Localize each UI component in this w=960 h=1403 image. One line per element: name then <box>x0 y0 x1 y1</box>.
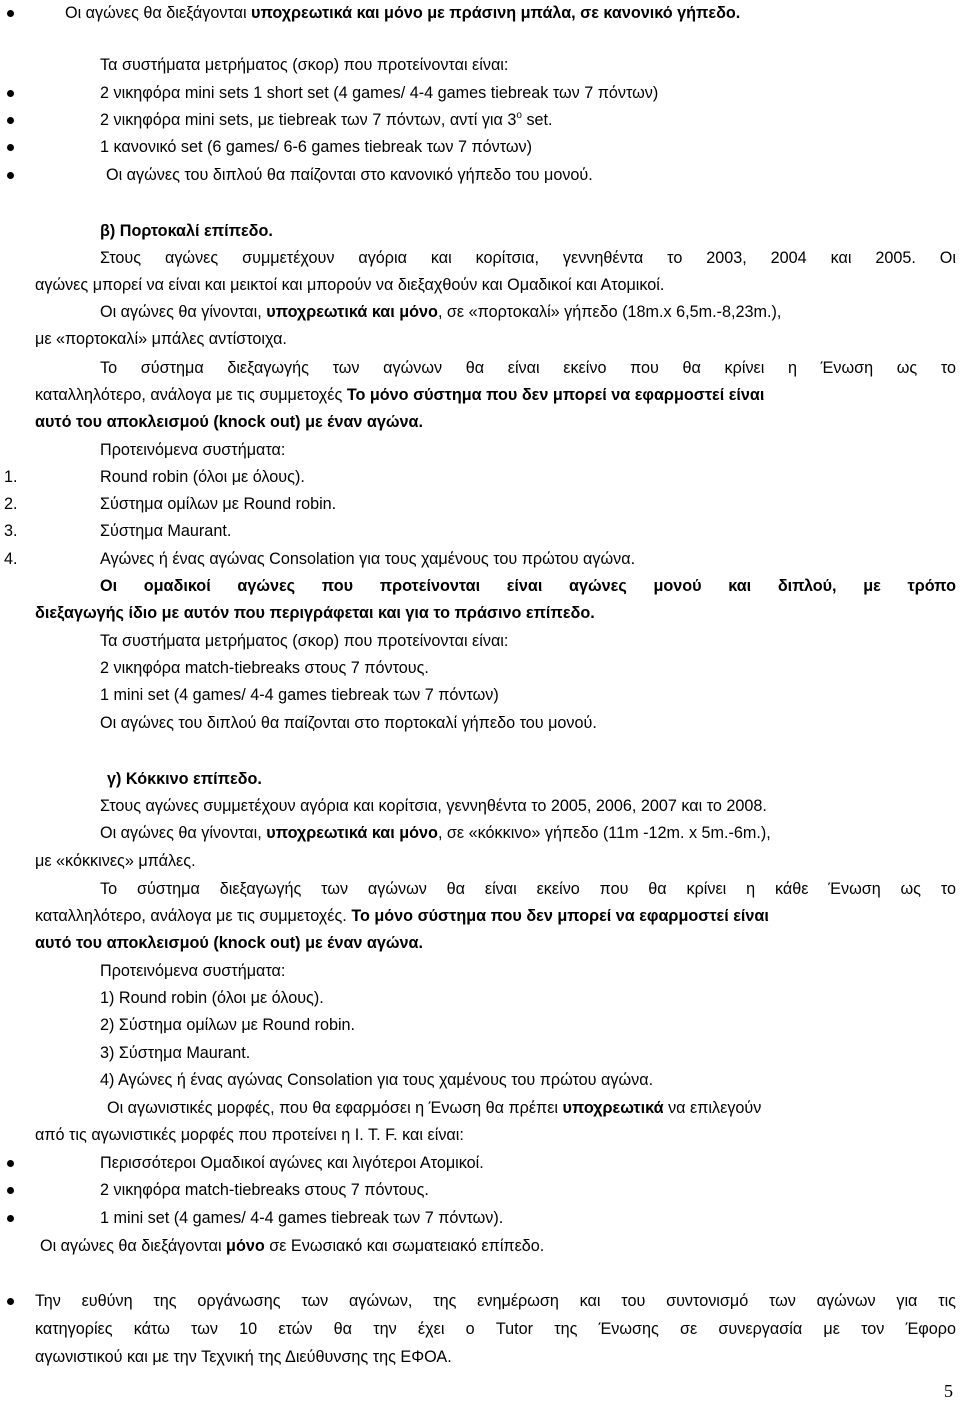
orange-score-option: 1 mini set (4 games/ 4-4 games tiebreak των 7 πόντων) <box>100 686 499 704</box>
green-score-option: 2 νικηφόρα mini sets 1 short set (4 games/ 4-4 games tiebreak των 7 πόντων) <box>0 80 960 107</box>
orange-score-intro: Τα συστήματα μετρήματος (σκορ) που προτείνονται είναι: <box>100 632 509 650</box>
orange-team-line: διεξαγωγής ίδιο με αυτόν που περιγράφεται και για το πράσινο επίπεδο. <box>35 604 595 622</box>
orange-court-line: με «πορτοκαλί» μπάλες αντίστοιχα. <box>35 330 287 348</box>
final-paragraph-line: αγωνιστικού και με την Τεχνική της Διεύθυνσης της ΕΦΟΑ. <box>35 1348 452 1366</box>
red-proposed-label: Προτεινόμενα συστήματα: <box>100 962 286 980</box>
list-item: 2. Σύστημα ομίλων με Round robin. <box>4 495 337 513</box>
orange-heading: β) Πορτοκαλί επίπεδο. <box>100 222 273 240</box>
bullet-icon <box>7 117 14 124</box>
red-forms-line: Οι αγωνιστικές μορφές, που θα εφαρμόσει η Ένωση θα πρέπει υποχρεωτικά να επιλεγούν <box>107 1099 762 1117</box>
orange-paragraph-line: Στους αγώνες συμμετέχουν αγόρια και κορίτσια, γεννηθέντα το 2003, 2004 και 2005. Οι <box>100 249 956 267</box>
list-item: 1. Round robin (όλοι με όλους). <box>4 468 305 486</box>
red-levels-line: Οι αγώνες θα διεξάγονται μόνο σε Ενωσιακό και σωματειακό επίπεδο. <box>40 1237 545 1255</box>
list-item: 3) Σύστημα Maurant. <box>100 1044 251 1062</box>
bullet-icon <box>7 144 14 151</box>
red-system-line: αυτό του αποκλεισμού (knock out) με έναν αγώνα. <box>35 934 423 952</box>
red-system-line: καταλληλότερο, ανάλογα με τις συμμετοχές. Το μόνο σύστημα που δεν μπορεί να εφαρμοστεί είναι <box>35 907 769 925</box>
red-heading: γ) Κόκκινο επίπεδο. <box>107 770 262 788</box>
orange-system-line: καταλληλότερο, ανάλογα με τις συμμετοχές Το μόνο σύστημα που δεν μπορεί να εφαρμοστεί είναι <box>35 386 765 404</box>
list-item: 2) Σύστημα ομίλων με Round robin. <box>100 1016 356 1034</box>
page-number: 5 <box>944 1381 953 1401</box>
orange-system-line: Το σύστημα διεξαγωγής των αγώνων θα είναι εκείνο που θα κρίνει η Ένωση ως το <box>100 359 956 377</box>
green-score-option: 1 κανονικό set (6 games/ 6-6 games tiebreak των 7 πόντων) <box>0 134 960 161</box>
red-form-item: 2 νικηφόρα match-tiebreaks στους 7 πόντους. <box>0 1177 960 1204</box>
final-paragraph-line: κατηγορίες κάτω των 10 ετών θα την έχει ο Tutor της Ένωσης σε συνεργασία με τον Έφορο <box>35 1320 956 1338</box>
red-form-item: Περισσότεροι Ομαδικοί αγώνες και λιγότεροι Ατομικοί. <box>0 1150 960 1177</box>
bullet-icon <box>7 1215 14 1222</box>
red-forms-line: από τις αγωνιστικές μορφές που προτείνει η I. T. F. και είναι: <box>35 1126 464 1144</box>
red-court-line: με «κόκκινες» μπάλες. <box>35 852 196 870</box>
green-doubles-rule: Οι αγώνες του διπλού θα παίζονται στο κανονικό γήπεδο του μονού. <box>0 162 960 189</box>
orange-system-line: αυτό του αποκλεισμού (knock out) με έναν αγώνα. <box>35 413 423 431</box>
bullet-icon <box>7 1160 14 1167</box>
orange-proposed-label: Προτεινόμενα συστήματα: <box>100 441 286 459</box>
red-system-line: Το σύστημα διεξαγωγής των αγώνων θα είναι εκείνο που θα κρίνει η κάθε Ένωση ως το <box>100 880 956 898</box>
bullet-icon <box>7 10 14 17</box>
green-score-intro: Τα συστήματα μετρήματος (σκορ) που προτείνονται είναι: <box>100 56 509 74</box>
bullet-icon <box>7 1298 14 1305</box>
orange-court-line: Οι αγώνες θα γίνονται, υποχρεωτικά και μόνο, σε «πορτοκαλί» γήπεδο (18m.x 6,5m.-8,23m.), <box>100 303 782 321</box>
bullet-icon <box>7 172 14 179</box>
bullet-icon <box>7 1187 14 1194</box>
final-paragraph-line: Την ευθύνη της οργάνωσης των αγώνων, της ενημέρωση και του συντονισμό των αγώνων για τις <box>0 1288 960 1315</box>
orange-team-line: Οι ομαδικοί αγώνες που προτείνονται είναι αγώνες μονού και διπλού, με τρόπο <box>100 577 956 595</box>
orange-score-option: 2 νικηφόρα match-tiebreaks στους 7 πόντους. <box>100 659 429 677</box>
list-item: 1) Round robin (όλοι με όλους). <box>100 989 324 1007</box>
superscript-ordinal: ο <box>516 109 522 121</box>
green-score-option: 2 νικηφόρα mini sets, με tiebreak των 7 πόντων, αντί για $3^o$ set. <box>0 107 960 134</box>
green-rule-line <box>0 0 960 27</box>
orange-doubles-rule: Οι αγώνες του διπλού θα παίζονται στο πορτοκαλί γήπεδο του μονού. <box>100 714 597 732</box>
orange-paragraph-line: αγώνες μπορεί να είναι και μεικτοί και μπορούν να διεξαχθούν και Ομαδικοί και Ατομικοί. <box>35 276 665 294</box>
bullet-icon <box>7 90 14 97</box>
list-item: 4. Αγώνες ή ένας αγώνας Consolation για τους χαμένους του πρώτου αγώνα. <box>4 550 636 568</box>
red-paragraph-line: Στους αγώνες συμμετέχουν αγόρια και κορίτσια, γεννηθέντα το 2005, 2006, 2007 και το 2008. <box>100 797 767 815</box>
green-rule-text: Οι αγώνες θα διεξάγονται <box>65 4 252 22</box>
red-court-line: Οι αγώνες θα γίνονται, υποχρεωτικά και μόνο, σε «κόκκινο» γήπεδο (11m -12m. x 5m.-6m.), <box>100 824 771 842</box>
green-rule-emphasis: υποχρεωτικά και μόνο με πράσινη μπάλα, σε κανονικό γήπεδο. <box>251 4 741 22</box>
list-item: 4) Αγώνες ή ένας αγώνας Consolation για τους χαμένους του πρώτου αγώνα. <box>100 1071 654 1089</box>
red-form-item: 1 mini set (4 games/ 4-4 games tiebreak των 7 πόντων). <box>0 1205 960 1232</box>
list-item: 3. Σύστημα Maurant. <box>4 522 232 540</box>
